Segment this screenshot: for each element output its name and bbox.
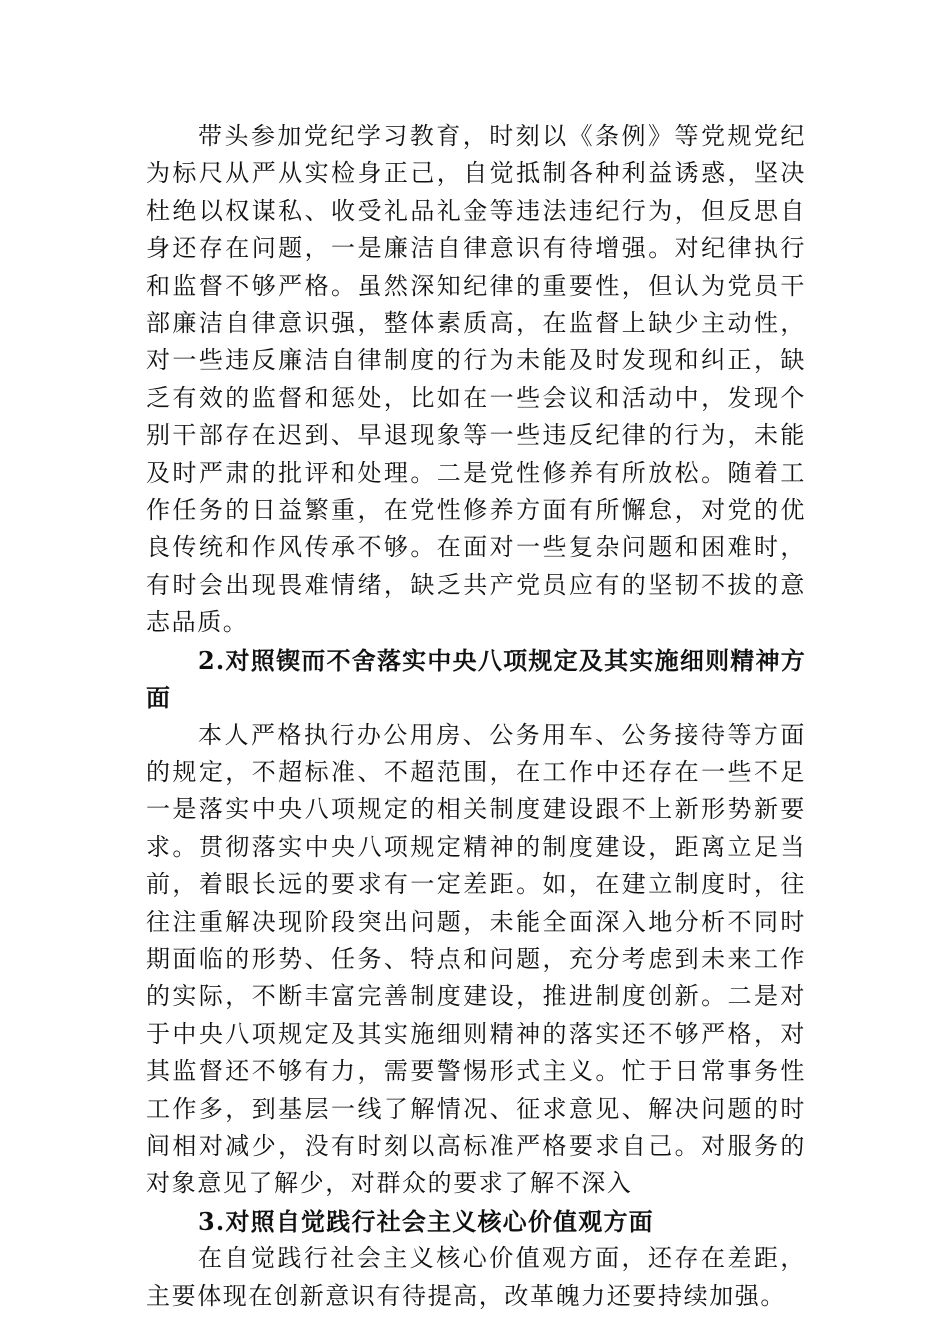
document-page	[146, 118, 806, 1315]
section-heading-eight-regulations: 2.对照锲而不舍落实中央八项规定及其实施细则精神方面	[146, 645, 806, 713]
body-paragraph-eight-regulations: 本人严格执行办公用房、公务用车、公务接待等方面的规定，不超标准、不超范围，在工作中还存在一些不足一是落实中央八项规定的相关制度建设跟不上新形势新要求。贯彻落实中央八项规定精神的制度建设，距离立足当前，着眼长远的要求有一定差距。如，在建立制度时，往往注重解决现阶段突出问题，未能全面深入地分析不同时期面临的形势、任务、特点和问题，充分考虑到未来工作的实际，不断丰富完善制度建设，推进制度创新。二是对于中央八项规定及其实施细则精神的落实还不够严格，对其监督还不够有力，需要警惕形式主义。忙于日常事务性工作多，到基层一线了解情况、征求意见、解决问题的时间相对减少，没有时刻以高标准严格要求自己。对服务的对象意见了解少，对群众的要求了解不深入	[146, 720, 806, 1198]
section-heading-core-values: 3.对照自觉践行社会主义核心价值观方面	[198, 1206, 654, 1236]
body-paragraph-core-values: 在自觉践行社会主义核心价值观方面，还存在差距，主要体现在创新意识有待提高，改革魄力还要持续加强。	[146, 1244, 806, 1310]
body-paragraph-discipline: 带头参加党纪学习教育，时刻以《条例》等党规党纪为标尺从严从实检身正己，自觉抵制各种利益诱惑，坚决杜绝以权谋私、收受礼品礼金等违法违纪行为，但反思自身还存在问题，一是廉洁自律意识有待增强。对纪律执行和监督不够严格。虽然深知纪律的重要性，但认为党员干部廉洁自律意识强，整体素质高，在监督上缺少主动性，对一些违反廉洁自律制度的行为未能及时发现和纠正，缺乏有效的监督和惩处，比如在一些会议和活动中，发现个别干部存在迟到、早退现象等一些违反纪律的行为，未能及时严肃的批评和处理。二是党性修养有所放松。随着工作任务的日益繁重，在党性修养方面有所懈怠，对党的优良传统和作风传承不够。在面对一些复杂问题和困难时，有时会出现畏难情绪，缺乏共产党员应有的坚韧不拔的意志品质。	[146, 122, 806, 637]
